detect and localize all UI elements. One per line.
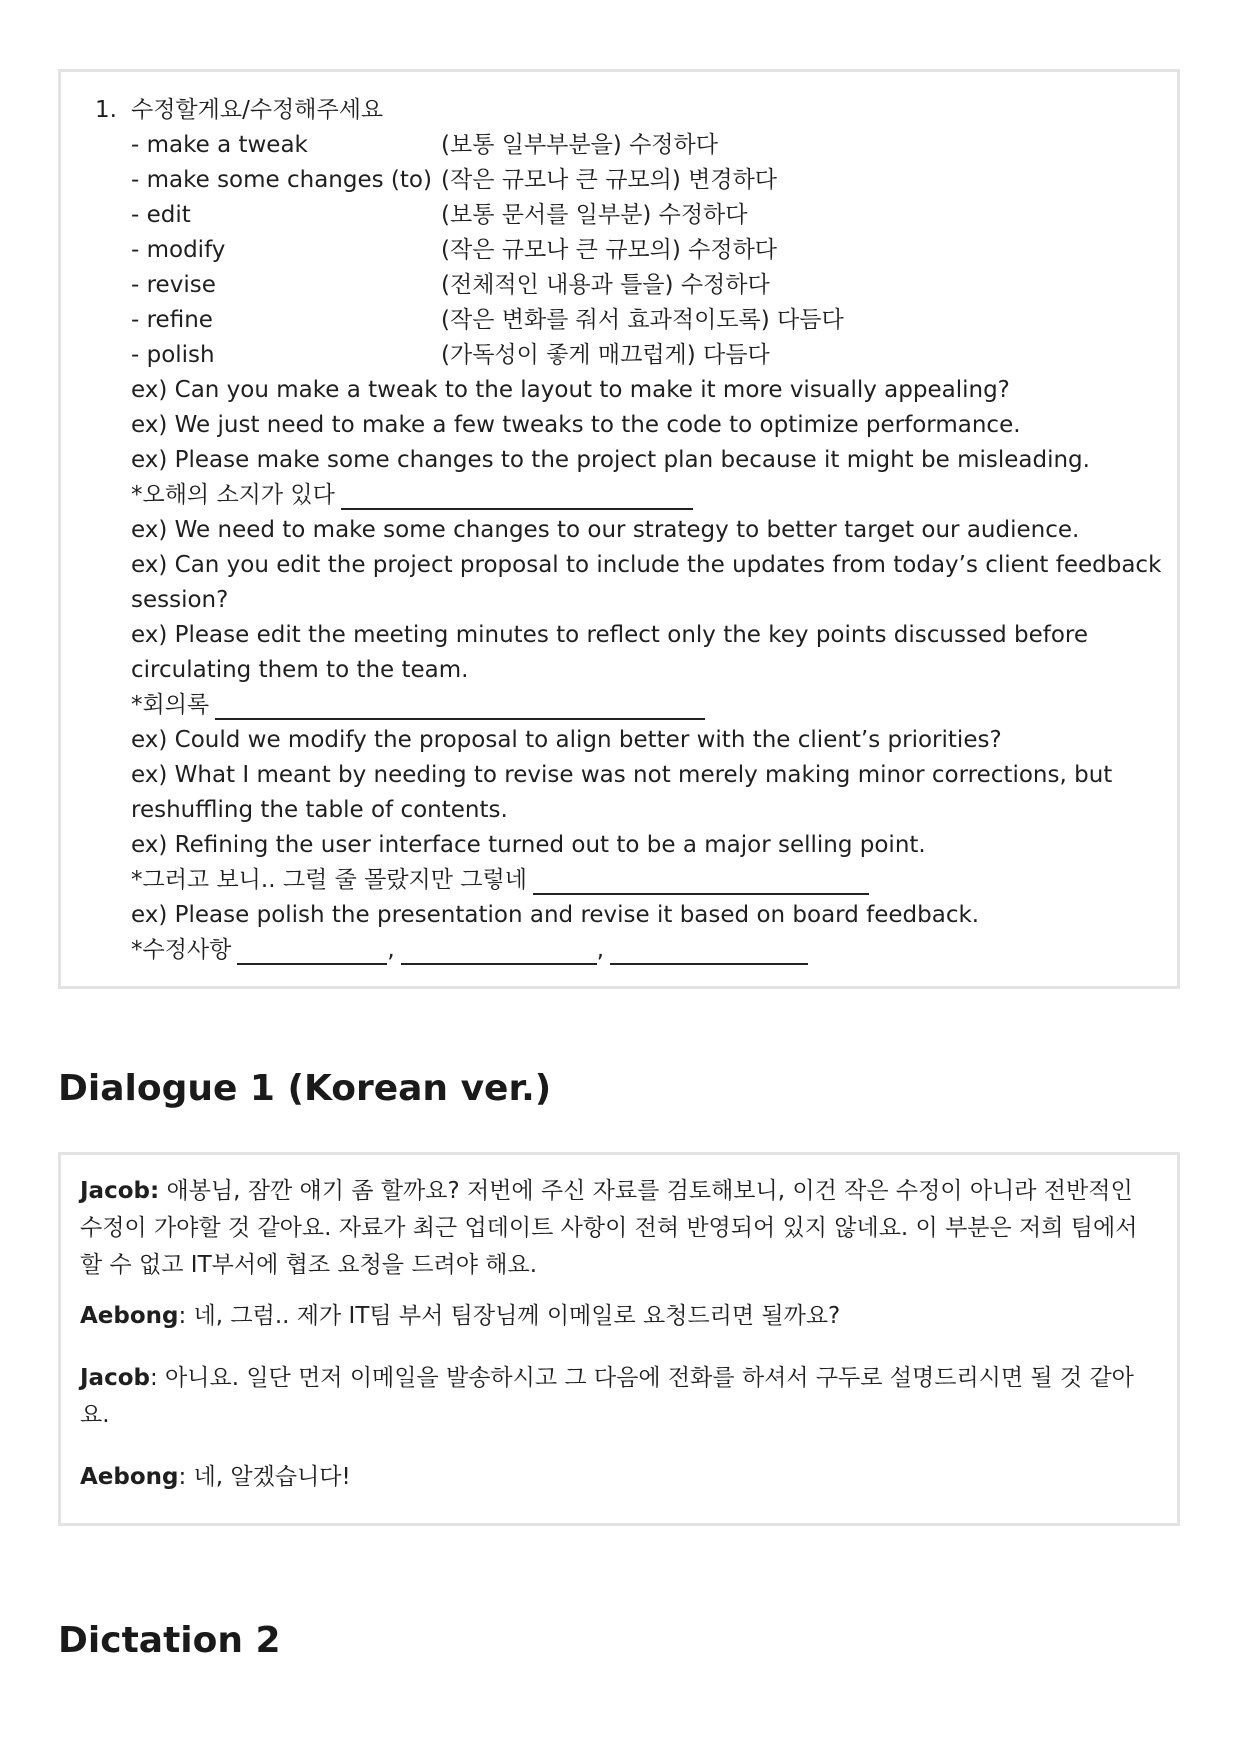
term-definition: (작은 변화를 줘서 효과적이도록) 다듬다	[441, 307, 844, 333]
term-definition: (작은 규모나 큰 규모의) 변경하다	[441, 167, 778, 193]
comma: ,	[387, 937, 395, 963]
example-line: ex) We just need to make a few tweaks to the code to optimize performance.	[131, 412, 1021, 438]
term-definition: (가독성이 좋게 매끄럽게) 다듬다	[441, 342, 770, 368]
example-line: ex) Please edit the meeting minutes to reflect only the key points discussed before	[131, 622, 1089, 648]
dialogue-line	[80, 1459, 1162, 1496]
term-definition: (전체적인 내용과 틀을) 수정하다	[441, 272, 770, 298]
term-definition: (보통 일부부분을) 수정하다	[441, 132, 718, 158]
term-definition: (작은 규모나 큰 규모의) 수정하다	[441, 237, 778, 263]
note-text: *그러고 보니.. 그럴 줄 몰랐지만 그렇네	[131, 867, 527, 893]
note-line	[131, 865, 869, 895]
term: - polish	[131, 342, 215, 368]
dialogue-text: : 아니요. 일단 먼저 이메일을 발송하시고 그 다음에 전화를 하셔서 구두로 설명드리시면 될 것 같아요.	[80, 1365, 1134, 1428]
fill-blank[interactable]	[341, 486, 693, 510]
example-line: ex) Can you make a tweak to the layout to make it more visually appealing?	[131, 377, 1010, 403]
example-line: ex) We need to make some changes to our strategy to better target our audience.	[131, 517, 1080, 543]
speaker-name: Jacob	[80, 1365, 150, 1391]
dialogue-line	[80, 1173, 1162, 1284]
vocabulary-box	[58, 69, 1180, 989]
list-number: 1.	[95, 97, 117, 123]
term: - make a tweak	[131, 132, 308, 158]
dialogue-text: : 네, 그럼.. 제가 IT팀 부서 팀장님께 이메일로 요청드리면 될까요?	[178, 1303, 841, 1329]
dictation-heading: Dictation 2	[58, 1620, 281, 1661]
fill-blank[interactable]	[237, 941, 387, 965]
note-line	[131, 935, 808, 965]
dialogue-text: 애봉님, 잠깐 얘기 좀 할까요? 저번에 주신 자료를 검토해보니, 이건 작은 수정이 아니라 전반적인 수정이 가야할 것 같아요. 자료가 최근 업데이트 사항이 전혀 반영되어 있지 않네요. 이 부분은 저희 팀에서 할 수 없고 IT부서에 협조 요청을 드려야 해요.	[80, 1178, 1138, 1278]
fill-blank[interactable]	[215, 696, 705, 720]
term: - revise	[131, 272, 216, 298]
speaker-name: Jacob:	[80, 1178, 160, 1204]
example-line: ex) Refining the user interface turned out to be a major selling point.	[131, 832, 926, 858]
note-line	[131, 690, 705, 720]
example-line: ex) Please make some changes to the project plan because it might be misleading.	[131, 447, 1090, 473]
fill-blank[interactable]	[610, 941, 808, 965]
fill-blank[interactable]	[533, 871, 869, 895]
example-line: reshuffling the table of contents.	[131, 797, 508, 823]
note-text: *오해의 소지가 있다	[131, 482, 335, 508]
dialogue-line	[80, 1360, 1162, 1434]
example-line: circulating them to the team.	[131, 657, 469, 683]
dialogue-heading: Dialogue 1 (Korean ver.)	[58, 1068, 552, 1109]
vocab-heading: 수정할게요/수정해주세요	[131, 97, 384, 123]
example-line: ex) Could we modify the proposal to align better with the client’s priorities?	[131, 727, 1002, 753]
note-text: *수정사항	[131, 937, 232, 963]
note-line	[131, 480, 693, 510]
example-line: session?	[131, 587, 229, 613]
dialogue-text: : 네, 알겠습니다!	[178, 1464, 351, 1490]
note-text: *회의록	[131, 692, 210, 718]
fill-blank[interactable]	[401, 941, 597, 965]
dialogue-box	[58, 1152, 1180, 1526]
example-line: ex) What I meant by needing to revise was not merely making minor corrections, but	[131, 762, 1113, 788]
term-definition: (보통 문서를 일부분) 수정하다	[441, 202, 748, 228]
dialogue-line	[80, 1298, 1162, 1335]
speaker-name: Aebong	[80, 1303, 179, 1329]
example-line: ex) Can you edit the project proposal to include the updates from today’s client feedback	[131, 552, 1162, 578]
term: - edit	[131, 202, 191, 228]
term: - refine	[131, 307, 213, 333]
comma: ,	[596, 937, 604, 963]
speaker-name: Aebong	[80, 1464, 179, 1490]
term: - make some changes (to)	[131, 167, 432, 193]
term: - modify	[131, 237, 226, 263]
example-line: ex) Please polish the presentation and revise it based on board feedback.	[131, 902, 980, 928]
